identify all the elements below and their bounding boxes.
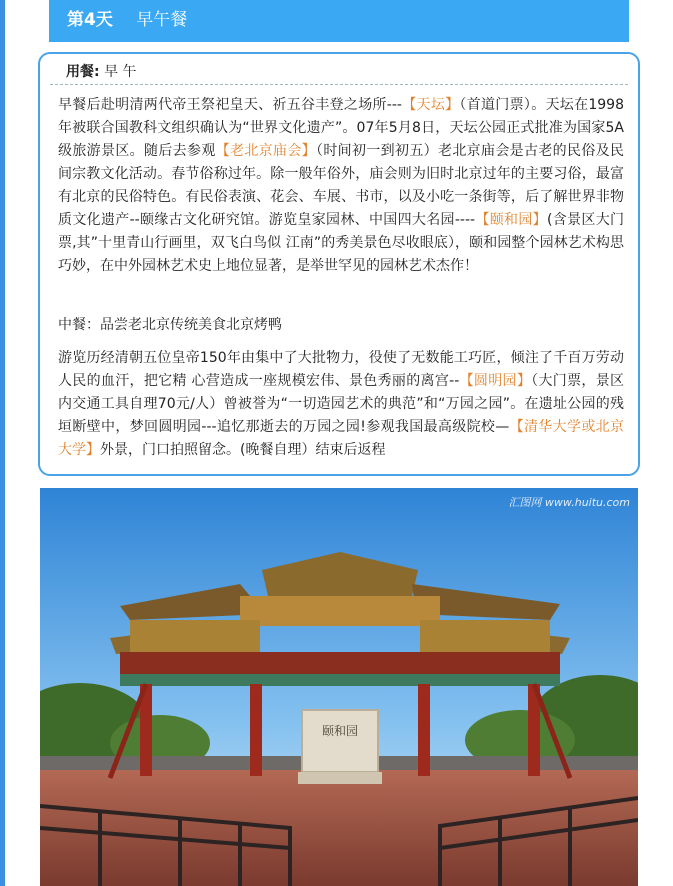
highlight-summer-palace: 【颐和园】	[475, 212, 547, 228]
highlight-university: 【清华大学或北京大学】	[58, 419, 624, 458]
highlight-temple-fair: 【老北京庙会】	[215, 143, 317, 159]
itinerary-card	[38, 52, 640, 476]
meal-value: 早 午	[104, 64, 137, 80]
dashed-divider	[50, 84, 628, 85]
day-meal: 早午餐	[136, 10, 188, 30]
paragraph-lunch: 中餐：品尝老北京传统美食北京烤鸭	[58, 317, 282, 333]
text-segment: 游览历经清朝五位皇帝150年由集中了大批物力，役使了无数能工巧匠，倾注了千百万劳动人民的血汗，把它精 心营造成一座规模宏伟、景色秀丽的离宫--	[58, 350, 624, 389]
meal-label: 用餐:	[66, 64, 100, 80]
highlight-tiantan: 【天坛】	[401, 97, 460, 113]
day-number: 第4天	[67, 10, 113, 30]
text-segment: （首道门票）。天坛在1998年被联合国教科文组织确认为“世界文化遗产”。07年5月8日，天坛公园正式批准为国家5A级旅游景区。随后去参观	[58, 97, 624, 159]
paragraph-afternoon	[58, 347, 624, 462]
plaque-text: 颐和园	[321, 724, 359, 738]
text-segment: （时间初一到初五）老北京庙会是古老的民俗及民间宗教文化活动。春节俗称过年。除一般年俗外，庙会则为旧时北京过年的主要习俗，最富有北京的民俗特色。有民俗表演、花会、车展、书市，以及小吃一条街等，后了解世界非物质文化遗产--颐缘古文化研究馆。游览皇家园林、中国四大名园----	[58, 143, 625, 228]
text-segment: 早餐后赴明清两代帝王祭祀皇天、祈五谷丰登之场所---	[58, 97, 402, 113]
left-accent-bar	[0, 0, 5, 886]
meal-line	[66, 61, 137, 81]
summer-palace-photo	[40, 488, 638, 886]
text-segment: 外景，门口拍照留念。(晚餐自理）结束后返程	[100, 442, 386, 458]
paragraph-morning	[58, 94, 624, 278]
watermark: 汇图网 www.huitu.com	[508, 496, 630, 509]
photo-illustration	[40, 488, 638, 886]
text-segment: （大门票，景区内交通工具自理70元/人）曾被誉为“一切造园艺术的典范”和“万园之园”。在遗址公园的残垣断壁中，梦回圆明园---追忆那逝去的万园之园!参观我国最高级院校—	[58, 373, 625, 435]
day-header	[49, 0, 629, 42]
text-segment: (含景区大门票,其”十里青山行画里，双飞白鸟似 江南”的秀美景色尽收眼底），颐和园整个园林艺术构思巧妙，在中外园林艺术史上地位显著，是举世罕见的园林艺术杰作！	[58, 212, 625, 274]
highlight-yuanmingyuan: 【圆明园】	[459, 373, 532, 389]
